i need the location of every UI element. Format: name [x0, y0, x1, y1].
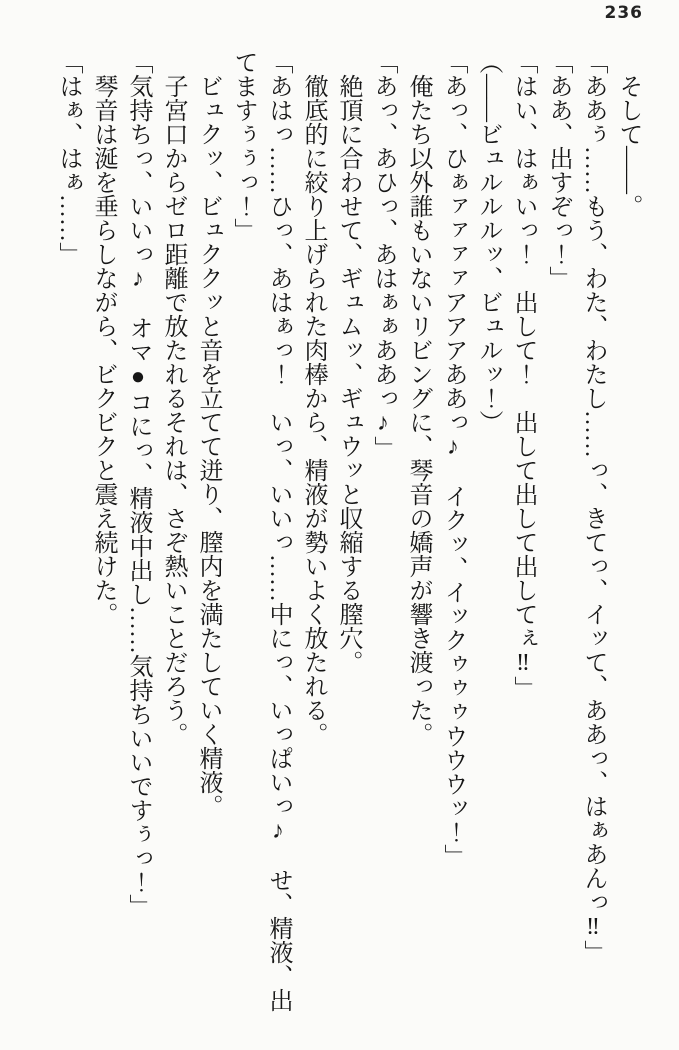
text-line: ビュクッ、ビュククッと音を立てて迸り、膣内を満たしていく精液。: [195, 50, 221, 818]
text-line: 「はぁ、はぁ……」: [55, 50, 81, 266]
text-line: 徹底的に絞り上げられた肉棒から、精液が勢いよく放たれる。: [300, 50, 326, 746]
text-line: 「あっ、あひっ、あはぁぁああっ♪」: [370, 50, 396, 460]
text-line: 「ああ、出すぞっ！」: [545, 50, 571, 290]
text-line: 「気持ちっ、いいっ♪ オマ●コにっ、精液中出し……気持ちいいですぅっ！」: [125, 50, 151, 918]
text-line: 絶頂に合わせて、ギュムッ、ギュウッと収縮する膣穴。: [335, 50, 361, 674]
text-line: 「はい、はぁいっ！ 出して！ 出して出して出してぇ‼」: [510, 50, 536, 700]
page-number: 236: [604, 3, 643, 23]
text-line: そして――。: [615, 50, 641, 218]
text-line: てますぅぅっ！」: [230, 50, 256, 242]
text-line: 俺たち以外誰もいないリビングに、琴音の嬌声が響き渡った。: [405, 50, 431, 746]
text-line: 子宮口からゼロ距離で放たれるそれは、さぞ熱いことだろう。: [160, 50, 186, 746]
text-line: 琴音は涎を垂らしながら、ビクビクと震え続けた。: [90, 50, 116, 626]
text-line: （――ビュルルルッ、ビュルッ！）: [475, 50, 501, 434]
vertical-text-block: [50, 50, 645, 1018]
text-line: 「あはっ……ひっ、あはぁっ！ いっ、いいっ……中にっ、いっぱいっ♪ せ、精液、出: [265, 50, 291, 1012]
text-line: 「ああぅ……もう、わた、わたし……っ、きてっ、イッて、ああっ、はぁあんっ‼」: [580, 50, 606, 964]
text-line: 「あっ、ひぁァァァァアアアああっ♪ イクッ、イックゥゥゥウウウッ！」: [440, 50, 466, 868]
